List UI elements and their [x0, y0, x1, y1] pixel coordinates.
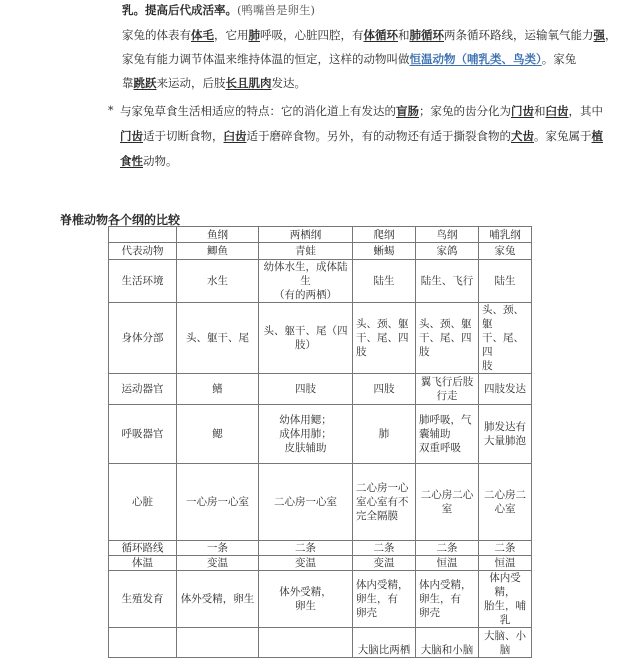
table-row — [109, 628, 532, 658]
table-header-cell: 哺乳纲 — [479, 227, 532, 243]
table-header-cell: 爬纲 — [353, 227, 416, 243]
table-row — [109, 464, 532, 541]
para2-line1 — [120, 103, 603, 120]
para2-line2 — [120, 128, 603, 145]
table-cell: 大脑比两栖 — [353, 628, 416, 658]
text: 适于切断食物， — [143, 129, 224, 143]
text: ；家兔的齿分化为 — [419, 104, 511, 118]
text: 来运动，后肢 — [156, 76, 226, 90]
table-header-cell: 鱼纲 — [177, 227, 259, 243]
text: 和 — [534, 104, 546, 118]
table-row-label: 循环路线 — [109, 541, 177, 556]
table-cell: 翼飞行后肢 行走 — [416, 374, 479, 405]
table-cell: 陆生 — [353, 260, 416, 303]
keyword: 门齿 — [511, 104, 534, 118]
text: 和 — [398, 28, 410, 42]
table-row — [109, 374, 532, 405]
table-cell: 二条 — [416, 541, 479, 556]
keyword: 食性 — [120, 154, 143, 168]
table-cell: 家兔 — [479, 243, 532, 260]
text: 适于磨碎食物。另外，有的动物还有适于撕裂食物的 — [246, 129, 511, 143]
table-cell: 陆生、飞行 — [416, 260, 479, 303]
keyword: 肺 — [248, 28, 260, 42]
table-cell: 恒温 — [416, 556, 479, 571]
table-cell: 二心房二心 室 — [416, 464, 479, 541]
table-cell: 头、颈、躯 干、尾、四 肢 — [353, 303, 416, 374]
keyword: 长且肌肉 — [225, 76, 272, 90]
table-cell: 幼体用鳃； 成体用肺； 皮肤辅助 — [259, 405, 353, 464]
keyword: 植 — [591, 129, 603, 143]
table-header-cell — [109, 227, 177, 243]
table-cell: 肺呼吸，气 囊辅助 双重呼吸 — [416, 405, 479, 464]
text: 。家兔属于 — [534, 129, 592, 143]
table-row — [109, 556, 532, 571]
table-cell: 青蛙 — [259, 243, 353, 260]
keyword: 体毛 — [191, 28, 214, 42]
table-cell: 二心房二 心室 — [479, 464, 532, 541]
keyword: 盲肠 — [396, 104, 419, 118]
para1-line0-note: (鸭嘴兽是卵生) — [237, 3, 315, 17]
table-cell: 二心房一心室 — [259, 464, 353, 541]
table-row-label: 生活环境 — [109, 260, 177, 303]
table-row — [109, 405, 532, 464]
para1-line3 — [122, 75, 306, 92]
table-cell: 体外受精，卵生 — [177, 571, 259, 628]
keyword: 强 — [593, 28, 605, 42]
table-title: 脊椎动物各个纲的比较 — [60, 213, 181, 227]
keyword: 门齿 — [120, 129, 143, 143]
table-cell: 陆生 — [479, 260, 532, 303]
table-cell — [177, 628, 259, 658]
table-row-label: 心脏 — [109, 464, 177, 541]
text: 动物。 — [143, 154, 178, 168]
table-cell: 四肢 — [353, 374, 416, 405]
text: 。家兔 — [541, 52, 577, 66]
table-row — [109, 541, 532, 556]
table-cell: 变温 — [353, 556, 416, 571]
table-cell: 头、躯干、尾（四肢） — [259, 303, 353, 374]
keyword: 体循环 — [363, 28, 398, 42]
table-header-cell: 两栖纲 — [259, 227, 353, 243]
table-cell: 头、颈、躯 干、尾、四 肢 — [479, 303, 532, 374]
table-cell: 二心房一心 室心室有不 完全隔膜 — [353, 464, 416, 541]
para1-line2 — [122, 51, 576, 68]
text: 发达。 — [271, 76, 306, 90]
text: ， — [605, 28, 617, 42]
keyword: 肺循环 — [409, 28, 444, 42]
table-row-label: 运动器官 — [109, 374, 177, 405]
table-cell: 二条 — [259, 541, 353, 556]
text: ，其中 — [568, 104, 603, 118]
table-row-label: 代表动物 — [109, 243, 177, 260]
table-cell: 鲫鱼 — [177, 243, 259, 260]
table-row-label: 体温 — [109, 556, 177, 571]
table-cell: 体内受精， 卵生，有 卵壳 — [416, 571, 479, 628]
table-cell: 大脑和小脑 — [416, 628, 479, 658]
table-row — [109, 260, 532, 303]
table-cell: 鳍 — [177, 374, 259, 405]
text: 靠 — [122, 76, 134, 90]
table-row-label — [109, 628, 177, 658]
bullet-icon: * — [108, 104, 114, 117]
text: 与家兔草食生活相适应的特点：它的消化道上有发达的 — [120, 104, 396, 118]
table-cell: 变温 — [259, 556, 353, 571]
table-cell: 蜥蜴 — [353, 243, 416, 260]
text: 呼吸，心脏四腔，有 — [260, 28, 364, 42]
table-header-cell: 鸟纲 — [416, 227, 479, 243]
table-cell: 头、躯干、尾 — [177, 303, 259, 374]
keyword: 跳跃 — [133, 76, 157, 90]
table-cell: 二条 — [353, 541, 416, 556]
table-row-label: 生殖发育 — [109, 571, 177, 628]
text: ，它用 — [214, 28, 249, 42]
table-cell: 头、颈、躯 干、尾、四 肢 — [416, 303, 479, 374]
table-cell: 四肢 — [259, 374, 353, 405]
table-cell: 体外受精， 卵生 — [259, 571, 353, 628]
table-cell — [259, 628, 353, 658]
table-cell: 体内受精， 胎生，哺乳 — [479, 571, 532, 628]
table-cell: 鳃 — [177, 405, 259, 464]
text: 家兔有能力调节体温来维持体温的恒定，这样的动物叫做 — [122, 52, 410, 66]
para1-line0 — [122, 2, 315, 19]
table-cell: 一条 — [177, 541, 259, 556]
table-cell: 水生 — [177, 260, 259, 303]
table-cell: 大脑、小脑 — [479, 628, 532, 658]
comparison-table — [108, 226, 532, 658]
table-cell: 变温 — [177, 556, 259, 571]
table-row — [109, 571, 532, 628]
table-row — [109, 303, 532, 374]
table-cell: 家鸽 — [416, 243, 479, 260]
keyword: 犬齿 — [511, 129, 534, 143]
table-cell: 一心房一心室 — [177, 464, 259, 541]
text: 家兔的体表有 — [122, 28, 191, 42]
para1-line1 — [122, 27, 617, 44]
table-cell: 恒温 — [479, 556, 532, 571]
table-cell: 肺发达有 大量肺泡 — [479, 405, 532, 464]
keyword: 臼齿 — [545, 104, 569, 118]
keyword: 臼齿 — [223, 129, 247, 143]
table-row-label: 身体分部 — [109, 303, 177, 374]
table-cell: 幼体水生，成体陆生 （有的两栖） — [259, 260, 353, 303]
table-cell: 肺 — [353, 405, 416, 464]
keyword: 恒温动物（哺乳类、鸟类） — [409, 52, 542, 66]
table-cell: 体内受精， 卵生，有 卵壳 — [353, 571, 416, 628]
text: 两条循环路线，运输氧气能力 — [444, 28, 594, 42]
table-cell: 四肢发达 — [479, 374, 532, 405]
para1-line0-bold: 乳。提高后代成活率。 — [122, 3, 237, 17]
para2-line3 — [120, 153, 178, 170]
table-cell: 二条 — [479, 541, 532, 556]
table-row-label: 呼吸器官 — [109, 405, 177, 464]
table-header-row — [109, 227, 532, 243]
table-row — [109, 243, 532, 260]
